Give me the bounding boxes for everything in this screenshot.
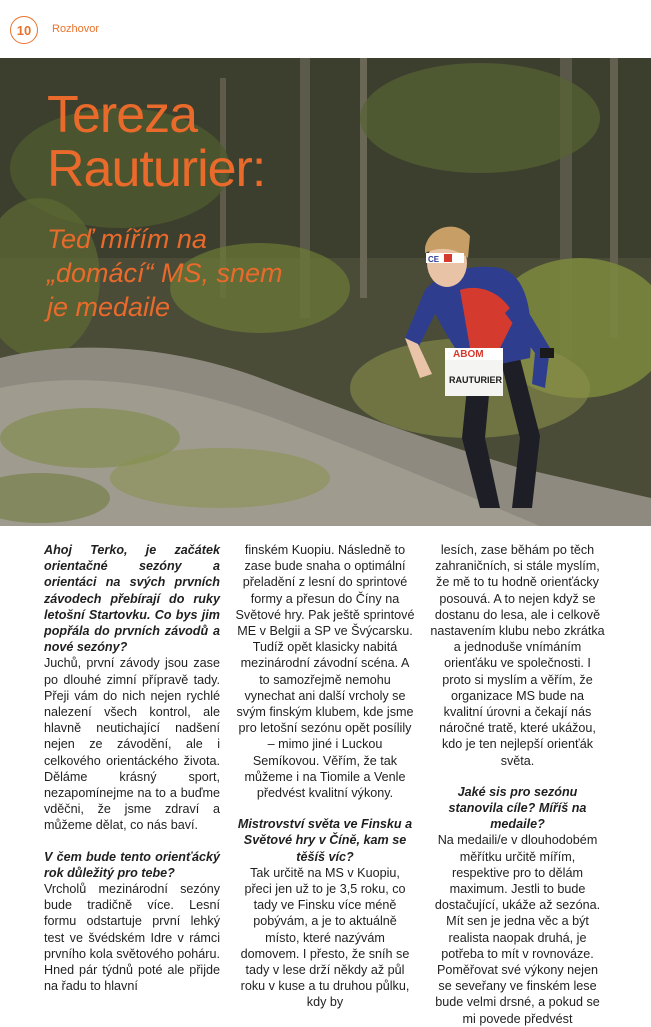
bib-sponsor: ABOM	[453, 349, 484, 360]
answer-championships-continued: lesích, zase běhám po těch zahraničních, si stále myslím, že mě to tu hodně orienťácky posouvá. A to nejen když se dostanu do lesa, ale i celkově nastavením klubu nebo zkrátka a jednoduše vnímáním orienťáku ve společnosti. I proto si myslím a věřím, že organizace MS bude na kvalitní úrovni a čekají nás náročné tratě, které ukážou, kdo je ten nejlepší orienťák světa.	[430, 543, 605, 768]
article-column-2	[235, 542, 415, 1011]
article-subtitle: Teď mířím na „domácí“ MS, snem je medaile	[47, 224, 283, 322]
article-column-3	[430, 542, 605, 1027]
question-goals: Jaké sis pro sezónu stanovila cíle? Míříš na medaile?	[448, 784, 587, 832]
title-last-name: Rauturier:	[47, 140, 266, 198]
answer-year: Vrcholů mezinárodní sezóny bude tradičně více. Lesní formu odstartuje první lehký test ve švédském Idre v rámci prvního kola světového poháru. Hned pár týdnů poté ale přijde na řadu to hlavní	[44, 882, 220, 994]
question-year: V čem bude tento orienťácký rok důležitý pro tebe?	[44, 849, 220, 880]
answer-intro: Juchů, první závody jsou zase po dlouhé zimní přípravě tady. Přeji vám do nich nejen rychlé nalezení všech kontrol, ale hlavně neutichající nadšení nejen ze závodění, ale i celkového orientáckého života. Děláme krásný sport, nezapomínejme na to a buďme vděčni, že jsme zdraví a můžeme dělat, co nás baví.	[44, 656, 220, 833]
article-column-1	[44, 542, 220, 994]
article-title	[47, 88, 265, 196]
question-intro: Ahoj Terko, je začátek orientačné sezóny a orientáci na svých prvních závodech přebírají do ruky letošní Startovku. Co bys jim popřála do prvních závodů a nové sezóny?	[44, 543, 220, 655]
article-body	[0, 526, 651, 1026]
section-label: Rozhovor	[52, 23, 100, 35]
answer-year-continued: finském Kuopiu. Následně to zase bude snaha o optimální přeladění z lesní do sprintové formy a přesun do Číny na Světové hry. Pak ještě sprintové ME v Belgii a SP ve Švýcarsku. Tudíž opět klasicky nabitá mezinárodní závodní scéna. A to samozřejmě nemohu vynechat ani další vrcholy se svým finským klubem, kde jsme pro letošní sezónu opět posílily – mimo jiné i Luckou Semíkovou. Věřím, že tak můžeme i na Tiomile a Venle předvést kvalitní výkony.	[235, 543, 415, 801]
page-number-badge: 10	[10, 16, 38, 44]
answer-goals: Na medaili/e v dlouhodobém měřítku určitě mířím, respektive pro to dělám maximum. Jestli to bude dostačující, ukáže až sezóna. Mít sen je jedna věc a být realista naopak druhá, je potřeba to mít v rovnováze. Poměřovat své výkony nejen se seveřany ve finském lese bude velmi drsné, a pokud se mi povede předvést	[434, 833, 601, 1026]
hero-photo	[0, 58, 651, 526]
answer-championships: Tak určitě na MS v Kuopiu, přeci jen už to je 3,5 roku, co tady ve Finsku více méně pobývám, a je to aktuálně místo, které nazývám domovem. I přesto, že sníh se tady v lese drží někdy až půl roku v kuse a tu druhou půlku, kdy by	[240, 865, 410, 1010]
title-first-name: Tereza	[47, 86, 198, 144]
page-header	[0, 0, 651, 58]
bib-name: RAUTURIER	[449, 375, 502, 385]
headband-text: CE	[428, 255, 440, 264]
question-championships: Mistrovství světa ve Finsku a Světové hry v Číně, kam se těšíš víc?	[237, 817, 413, 864]
